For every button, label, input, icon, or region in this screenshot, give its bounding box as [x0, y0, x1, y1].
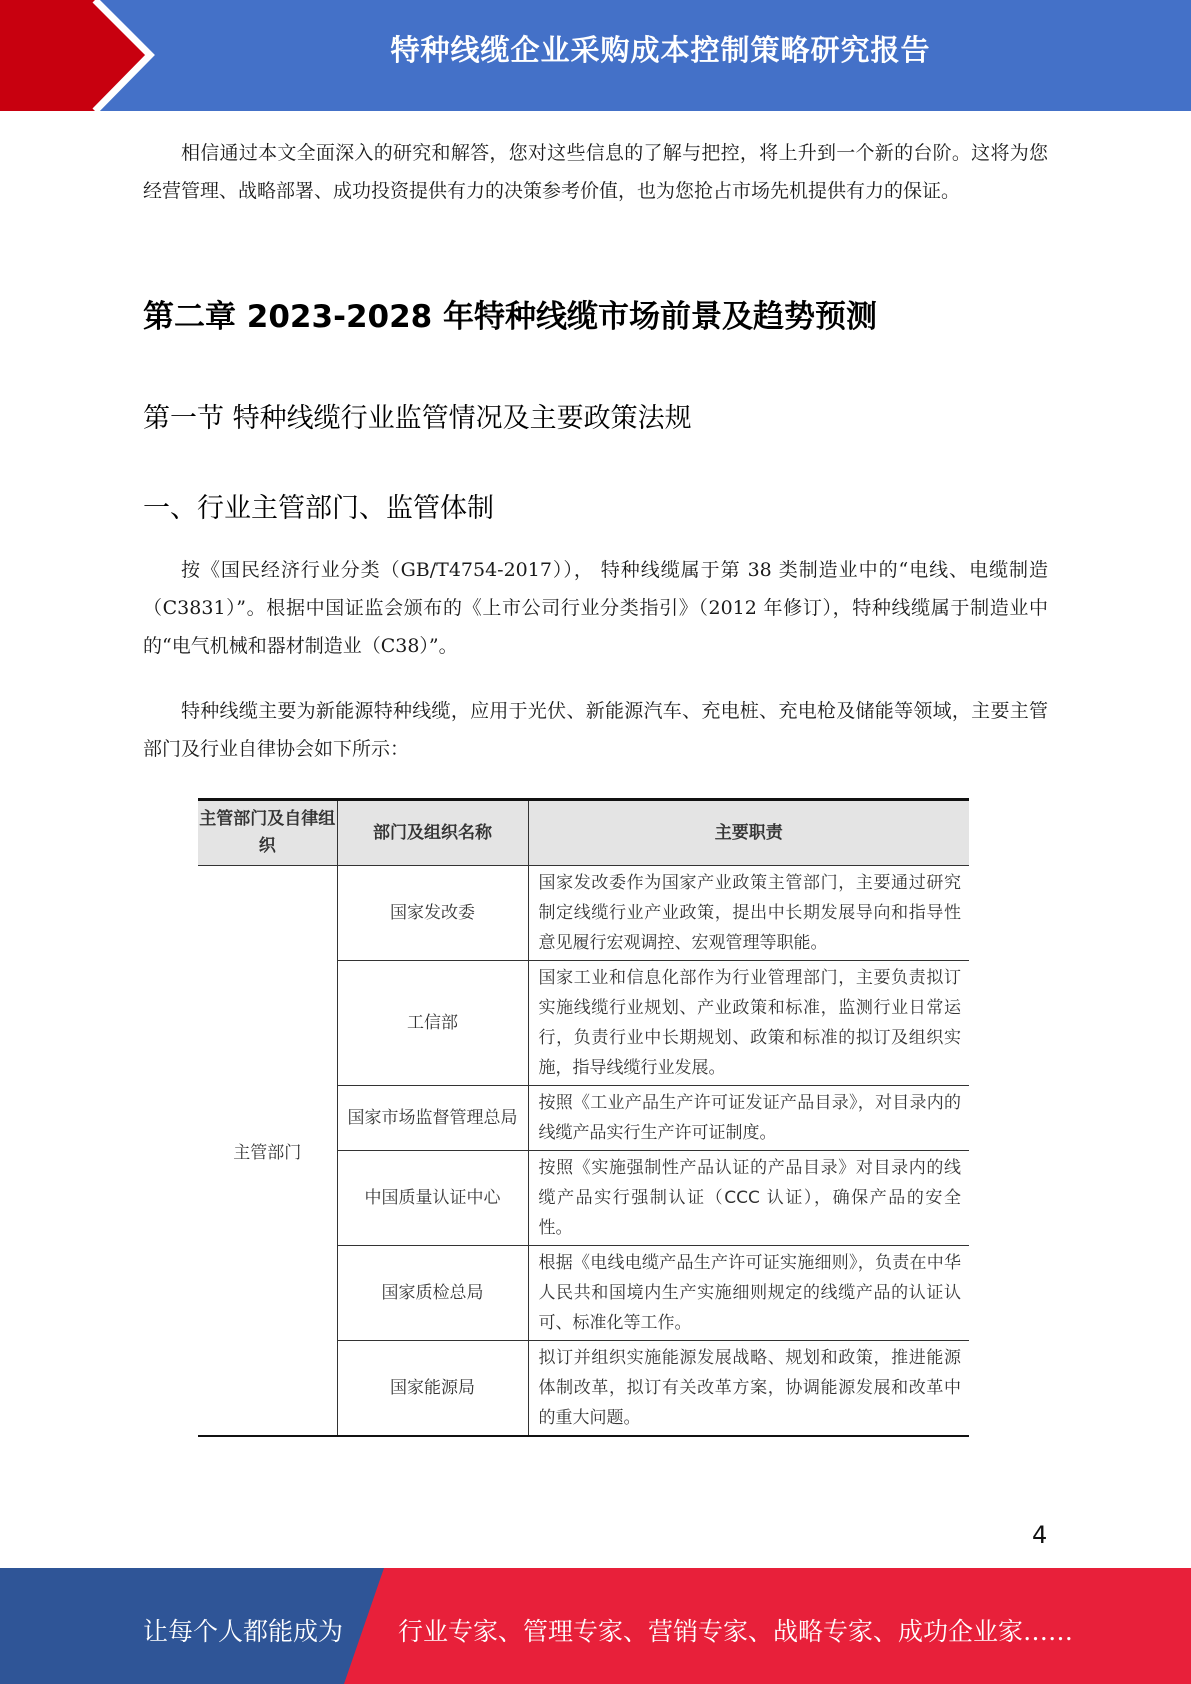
- table-row: [198, 866, 969, 961]
- regulatory-table: [198, 798, 969, 1437]
- column-header: 部门及组织名称: [337, 800, 528, 866]
- classification-paragraph: 按《国民经济行业分类（GB/T4754-2017））， 特种线缆属于第 38 类制造业中的“电线、电缆制造（C3831）”。根据中国证监会颁布的《上市公司行业分类指引》（2012 年修订），特种线缆属于制造业中的“电气机械和器材制造业（C38）”。: [143, 559, 1048, 657]
- department-intro-paragraph: 特种线缆主要为新能源特种线缆，应用于光伏、新能源汽车、充电桩、充电枪及储能等领域，主要主管部门及行业自律协会如下所示：: [143, 700, 1048, 760]
- dept-cell: 国家发改委: [337, 866, 528, 961]
- footer-slogan-right: 行业专家、管理专家、营销专家、战略专家、成功企业家……: [398, 1617, 1074, 1646]
- subsection-title: 一、行业主管部门、监管体制: [143, 493, 494, 524]
- section-title: 第一节 特种线缆行业监管情况及主要政策法规: [143, 403, 692, 434]
- dept-cell: 国家质检总局: [337, 1246, 528, 1341]
- duty-cell: 按照《工业产品生产许可证发证产品目录》，对目录内的线缆产品实行生产许可证制度。: [528, 1086, 969, 1151]
- page-footer: [0, 1568, 1191, 1684]
- column-header: 主管部门及自律组织: [198, 800, 337, 866]
- dept-cell: 中国质量认证中心: [337, 1151, 528, 1246]
- table-header-row: [198, 800, 969, 866]
- footer-slogan-left: 让每个人都能成为: [143, 1617, 344, 1646]
- page-header: [0, 0, 1191, 111]
- group-cell: 主管部门: [198, 866, 337, 1437]
- duty-cell: 按照《实施强制性产品认证的产品目录》对目录内的线缆产品实行强制认证（CCC 认证），确保产品的安全性。: [528, 1151, 969, 1246]
- column-header: 主要职责: [528, 800, 969, 866]
- duty-cell: 根据《电线电缆产品生产许可证实施细则》，负责在中华人民共和国境内生产实施细则规定的线缆产品的认证认可、标准化等工作。: [528, 1246, 969, 1341]
- duty-cell: 国家工业和信息化部作为行业管理部门，主要负责拟订实施线缆行业规划、产业政策和标准，监测行业日常运行，负责行业中长期规划、政策和标准的拟订及组织实施，指导线缆行业发展。: [528, 961, 969, 1086]
- header-title: 特种线缆企业采购成本控制策略研究报告: [390, 33, 931, 67]
- intro-paragraph: 相信通过本文全面深入的研究和解答，您对这些信息的了解与把控，将上升到一个新的台阶。这将为您经营管理、战略部署、成功投资提供有力的决策参考价值，也为您抢占市场先机提供有力的保证。: [143, 142, 1048, 202]
- duty-cell: 拟订并组织实施能源发展战略、规划和政策，推进能源体制改革，拟订有关改革方案，协调能源发展和改革中的重大问题。: [528, 1341, 969, 1437]
- chapter-title: 第二章 2023-2028 年特种线缆市场前景及趋势预测: [143, 299, 878, 335]
- dept-cell: 工信部: [337, 961, 528, 1086]
- page-number: 4: [1032, 1521, 1048, 1549]
- duty-cell: 国家发改委作为国家产业政策主管部门，主要通过研究制定线缆行业产业政策，提出中长期发展导向和指导性意见履行宏观调控、宏观管理等职能。: [528, 866, 969, 961]
- dept-cell: 国家能源局: [337, 1341, 528, 1437]
- dept-cell: 国家市场监督管理总局: [337, 1086, 528, 1151]
